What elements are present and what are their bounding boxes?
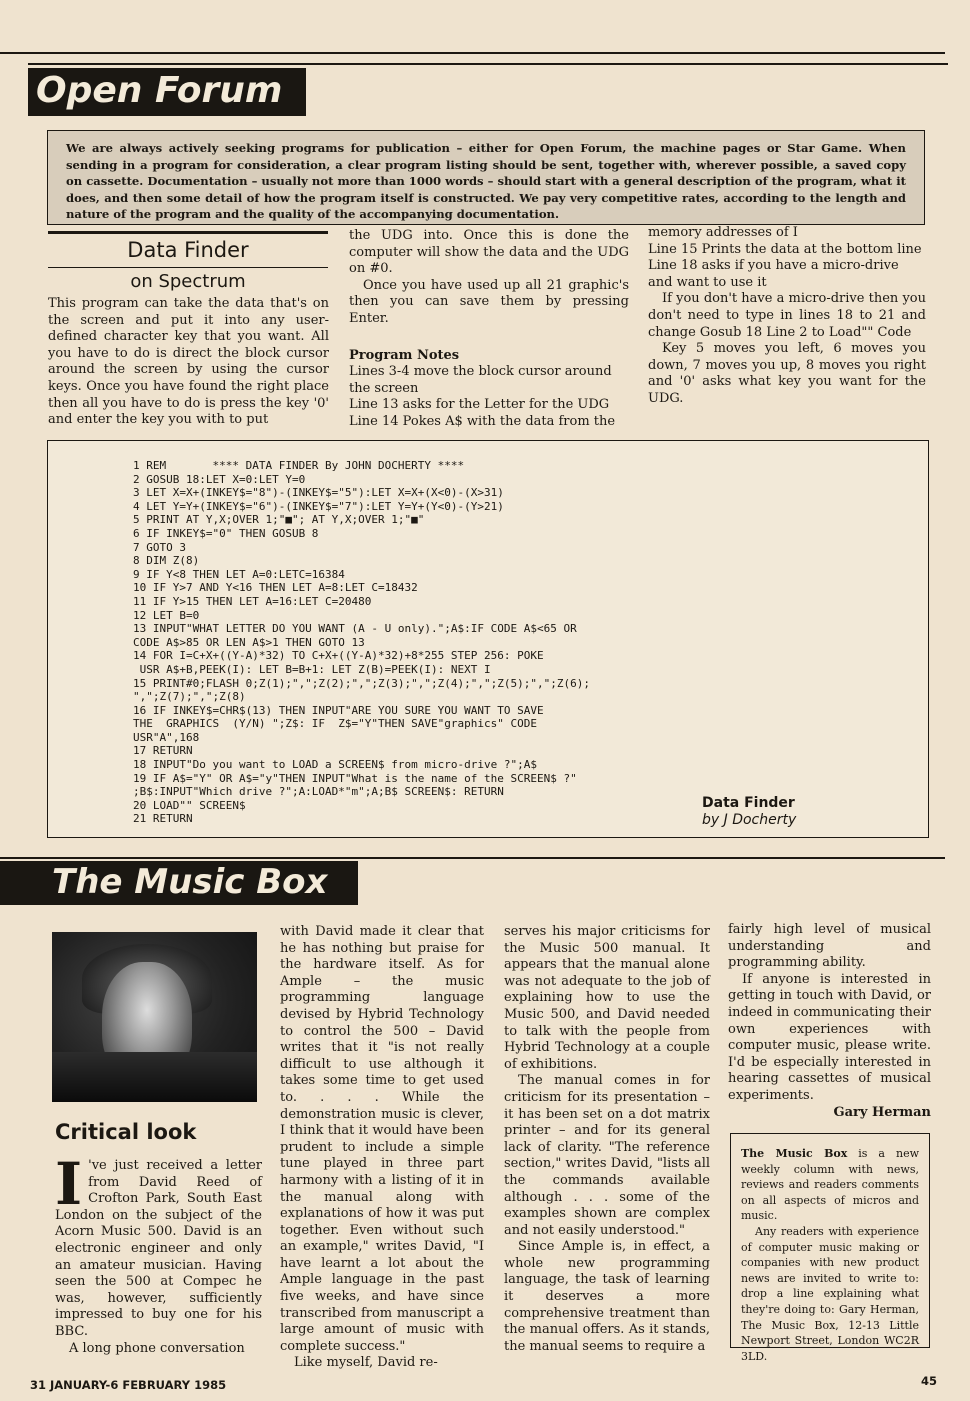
info-box-p2: Any readers with experience of computer music making or companies with new product news are invited to write to: drop a line explaining what they're doing to: Gary Herman, The Music Box, 12-13 Little Newport Street, London WC2R 3LD. — [741, 1224, 919, 1363]
footer-page-number: 45 — [921, 1374, 938, 1388]
data-finder-rule-top — [48, 231, 328, 234]
program-note-6: Line 18 asks if you have a micro-drive and want to use it — [648, 258, 899, 290]
info-box-title: The Music Box — [741, 1147, 848, 1160]
music-box-col4 — [728, 922, 931, 1121]
data-finder-col2-p2: Once you have used up all 21 graphic's then you can save them by pressing Enter. — [349, 277, 629, 326]
data-finder-col3-p3: Key 5 moves you left, 6 moves you down, 7 moves you up, 8 moves you right and '0' asks what key you want for the UDG. — [648, 341, 926, 406]
music-box-col1-p2: A long phone conversation — [69, 1340, 245, 1356]
author-signature: Gary Herman — [833, 1104, 931, 1120]
program-note-3: Line 14 Pokes A$ with the data from the — [349, 413, 616, 429]
listing-caption-title: Data Finder — [702, 795, 795, 811]
photo-shoulder-shape — [52, 1052, 257, 1102]
data-finder-col3-p2: If you don't have a micro-drive then you don't need to type in lines 18 to 21 and change Gosub 18 Line 2 to Load"" Code — [648, 291, 926, 340]
program-note-5: Line 15 Prints the data at the bottom line — [648, 241, 922, 257]
data-finder-rule-mid — [48, 267, 328, 268]
data-finder-col1 — [48, 296, 329, 429]
open-forum-intro: We are always actively seeking programs for publication – either for Open Forum, the machine pages or Star Game. When sending in a program for consideration, a clear program listing should be sent, together with, wherever possible, a saved copy on cassette. Documentation – usually not more than 1000 words – should start with a general description of the program, what it does, and then some detail of how the program itself is constructed. We pay very competitive rates, according to the length and nature of the program and the quality of the accompanying documentation. — [47, 130, 925, 225]
program-notes-heading: Program Notes — [349, 347, 460, 363]
music-box-info-box — [730, 1133, 930, 1363]
music-box-banner: The Music Box — [0, 861, 358, 905]
open-forum-banner: Open Forum — [28, 68, 306, 116]
footer-date: 31 JANUARY-6 FEBRUARY 1985 — [30, 1378, 227, 1392]
data-finder-col3 — [648, 225, 926, 408]
music-box-col1-p1-text: 've just received a letter from David Reed of Crofton Park, South East London on the subject of the Acorn Music 500. David is an electronic engineer and only an amateur musician. Having seen the 500 at Compec he was, however, sufficiently impressed to buy one for his BBC. — [55, 1158, 262, 1339]
music-box-col3-p2: The manual comes in for criticism for its presentation – it has been set on a dot matrix printer – and for its general lack of clarity. "The reference section," writes David, "lists all the commands available although . . . some of the examples shown are complex and not easily understood." — [504, 1073, 711, 1238]
music-box-col3-p1: serves his major criticisms for the Music 500 manual. It appears that the manual alone was not adequate to the job of explaining how to use the Music 500, and David needed to talk with the people from Hybrid Technology at a couple of exhibitions. — [504, 924, 710, 1072]
author-photo — [52, 932, 257, 1102]
music-box-col2-p2: Like myself, David re- — [294, 1355, 438, 1371]
program-listing: 1 REM **** DATA FINDER By JOHN DOCHERTY **** 2 GOSUB 18:LET X=0:LET Y=0 3 LET X=X+(INKEY$="8")-(INKEY$="5"):LET X=X+(X<0)-(X>31) 4 LET Y=Y+(INKEY$="6")-(INKEY$="7"):LET Y=Y+(Y<0)-(Y>21) 5 PRINT AT Y,X;OVER 1;"■"; AT Y,X;OVER 1;"■" 6 IF INKEY$="0" THEN GOSUB 8 7 GOTO 3 8 DIM Z(8) 9 IF Y<8 THEN LET A=0:LETC=16384 10 IF Y>7 AND Y<16 THEN LET A=8:LET C=18432 11 IF Y>15 THEN LET A=16:LET C=20480 12 LET B=0 13 INPUT"WHAT LETTER DO YOU WANT (A - U only).";A$:IF CODE A$<65 OR CODE A$>85 OR LEN A$>1 THEN GOTO 13 14 FOR I=C+X+((Y-A)*32) TO C+X+((Y-A)*32)+8*255 STEP 256: POKE USR A$+B,PEEK(I): LET B=B+1: LET Z(B)=PEEK(I): NEXT I 15 PRINT#0;FLASH 0;Z(1);",";Z(2);",";Z(3);",";Z(4);",";Z(5);",";Z(6); ",";Z(7);",";Z(8) 16 IF INKEY$=CHR$(13) THEN INPUT"ARE YOU SURE YOU WANT TO SAVE THE GRAPHICS (Y/N) ";Z$: IF Z$="Y"THEN SAVE"graphics" CODE USR"A",168 17 RETURN 18 INPUT"Do you want to LOAD a SCREEN$ from micro-drive ?";A$ 19 IF A$="Y" OR A$="y"THEN INPUT"What is the name of the SCREEN$ ?" ;B$:INPUT"Which drive ?";A:LOAD*"m";A;B$ SCREEN$: RETURN 20 LOAD"" SCREEN$ 21 RETURN — [133, 459, 590, 826]
drop-cap: I — [55, 1150, 83, 1218]
listing-caption-author: by J Docherty — [702, 812, 797, 828]
info-box-p1 — [741, 1146, 919, 1224]
top-rule — [0, 52, 945, 54]
program-listing-box — [47, 440, 929, 838]
music-box-col3 — [504, 924, 710, 1355]
program-note-2: Line 13 asks for the Letter for the UDG — [349, 397, 610, 413]
program-note-4: memory addresses of I — [648, 225, 798, 240]
music-box-col2 — [280, 924, 484, 1372]
music-box-col1 — [55, 1150, 262, 1357]
music-box-col4-p1: fairly high level of musical understanding and programming ability. — [728, 922, 931, 971]
info-box-p1-text: is a new weekly column with news, reviews and readers comments on all aspects of micros and music. — [741, 1147, 919, 1223]
music-box-col2-p1: with David made it clear that he has nothing but praise for the hardware itself. As for Ample – the music programming language devised by Hybrid Technology to control the 500 – David writes that it "is not really difficult to use although it takes some time to get used to. . . . While the demonstration music is clever, I think that it would have been prudent to include a simple tune played in three part harmony with a listing of it in the manual along with explanations of how it was put together. Even without such an example," writes David, "I have learnt a lot about the Ample language in the past five weeks, and have since transcribed from manuscript a large amount of music with complete success." — [280, 924, 484, 1354]
critical-look-heading: Critical look — [55, 1120, 197, 1144]
music-box-rule — [0, 857, 945, 859]
program-note-1: Lines 3-4 move the block cursor around the screen — [349, 364, 612, 396]
data-finder-col1-text: This program can take the data that's on the screen and put it into any user-defined character key that you want. All you have to do is direct the block cursor around the screen by using the cursor keys. Once you have found the right place then all you have to do is press the key '0' and enter the key you with to put — [48, 296, 329, 428]
music-box-col4-p2: If anyone is interested in getting in touch with David, or indeed in communicating their own experiences with computer music, please write. I'd be especially interested in hearing cassettes of musical experiments. — [728, 971, 931, 1103]
data-finder-title: Data Finder — [127, 238, 249, 262]
music-box-col1-p1 — [55, 1150, 262, 1341]
data-finder-col2-p1: the UDG into. Once this is done the computer will show the data and the UDG on #0. — [349, 228, 629, 277]
music-box-col3-p3: Since Ample is, in effect, a whole new programming language, the task of learning it deserves a more comprehensive treatment than the manual offers. As it stands, the manual seems to require a — [504, 1239, 710, 1354]
open-forum-rule — [28, 63, 948, 65]
data-finder-subtitle: on Spectrum — [130, 271, 246, 292]
data-finder-col2 — [349, 228, 629, 431]
